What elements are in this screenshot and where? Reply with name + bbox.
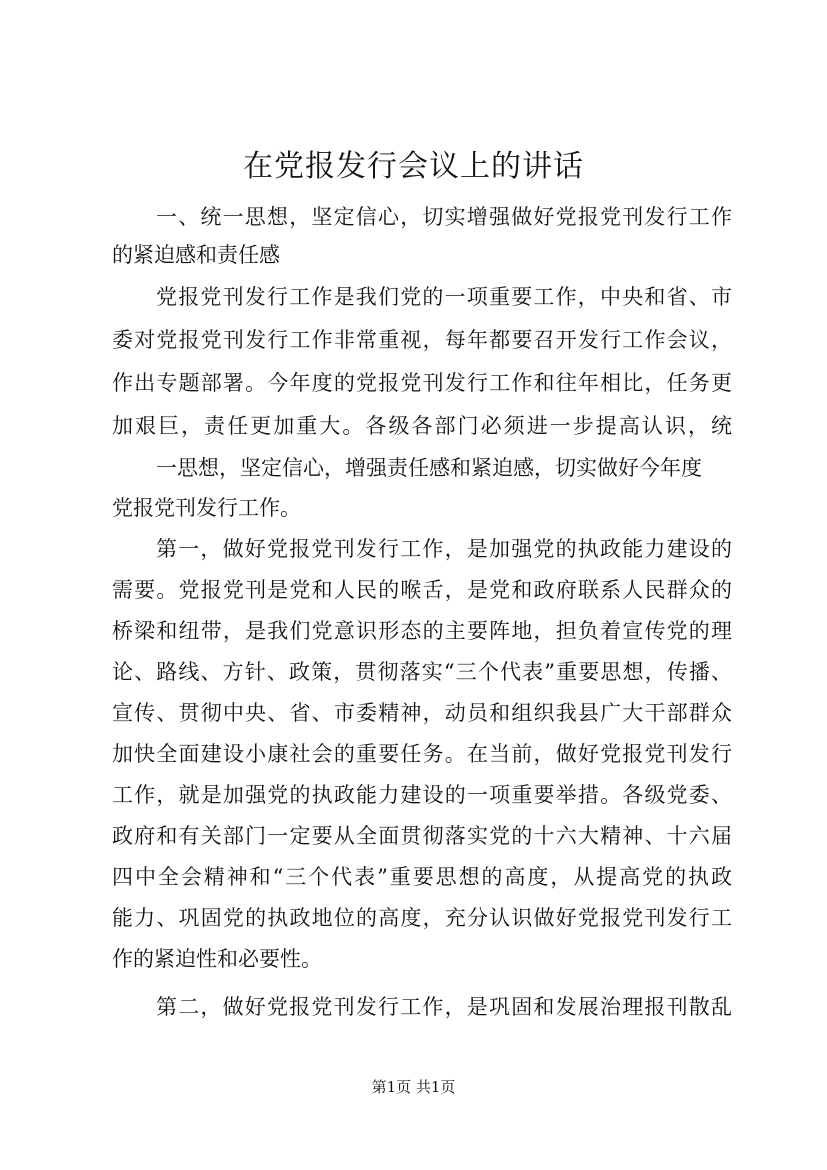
body-line: 四中全会精神和“三个代表”重要思想的高度，从提高党的执政 (112, 865, 732, 889)
body-line: 宣传、贯彻中央、省、市委精神，动员和组织我县广大干部群众 (112, 701, 732, 725)
body-line: 党报党刊发行工作是我们党的一项重要工作，中央和省、市 (156, 285, 732, 309)
body-line: 党报党刊发行工作。 (112, 496, 301, 520)
body-line: 论、路线、方针、政策，贯彻落实“三个代表”重要思想，传播、 (112, 660, 732, 684)
body-line: 一思想，坚定信心，增强责任感和紧迫感，切实做好今年度 (156, 456, 702, 480)
page-footer: 第1页 共1页 (371, 1078, 456, 1096)
body-line: 能力、巩固党的执政地位的高度，充分认识做好党报党刊发行工 (112, 906, 732, 930)
body-line: 委对党报党刊发行工作非常重视，每年都要召开发行工作会议， (112, 328, 732, 352)
body-line: 第一，做好党报党刊发行工作，是加强党的执政能力建设的 (156, 537, 732, 561)
body-line: 作出专题部署。今年度的党报党刊发行工作和往年相比，任务更 (112, 371, 732, 395)
body-line: 的紧迫感和责任感 (112, 243, 280, 267)
body-line: 需要。党报党刊是党和人民的喉舌，是党和政府联系人民群众的 (112, 578, 732, 602)
body-line: 加快全面建设小康社会的重要任务。在当前，做好党报党刊发行 (112, 742, 732, 766)
body-line: 一、统一思想，坚定信心，切实增强做好党报党刊发行工作 (156, 205, 732, 229)
body-line: 第二，做好党报党刊发行工作，是巩固和发展治理报刊散乱 (156, 995, 732, 1019)
body-line: 作的紧迫性和必要性。 (112, 947, 322, 971)
body-line: 政府和有关部门一定要从全面贯彻落实党的十六大精神、十六届 (112, 824, 732, 848)
document-title: 在党报发行会议上的讲话 (243, 149, 584, 184)
body-line: 加艰巨，责任更加重大。各级各部门必须进一步提高认识，统 (112, 414, 732, 438)
body-line: 桥梁和纽带，是我们党意识形态的主要阵地，担负着宣传党的理 (112, 619, 732, 643)
body-line: 工作，就是加强党的执政能力建设的一项重要举措。各级党委、 (112, 783, 732, 807)
